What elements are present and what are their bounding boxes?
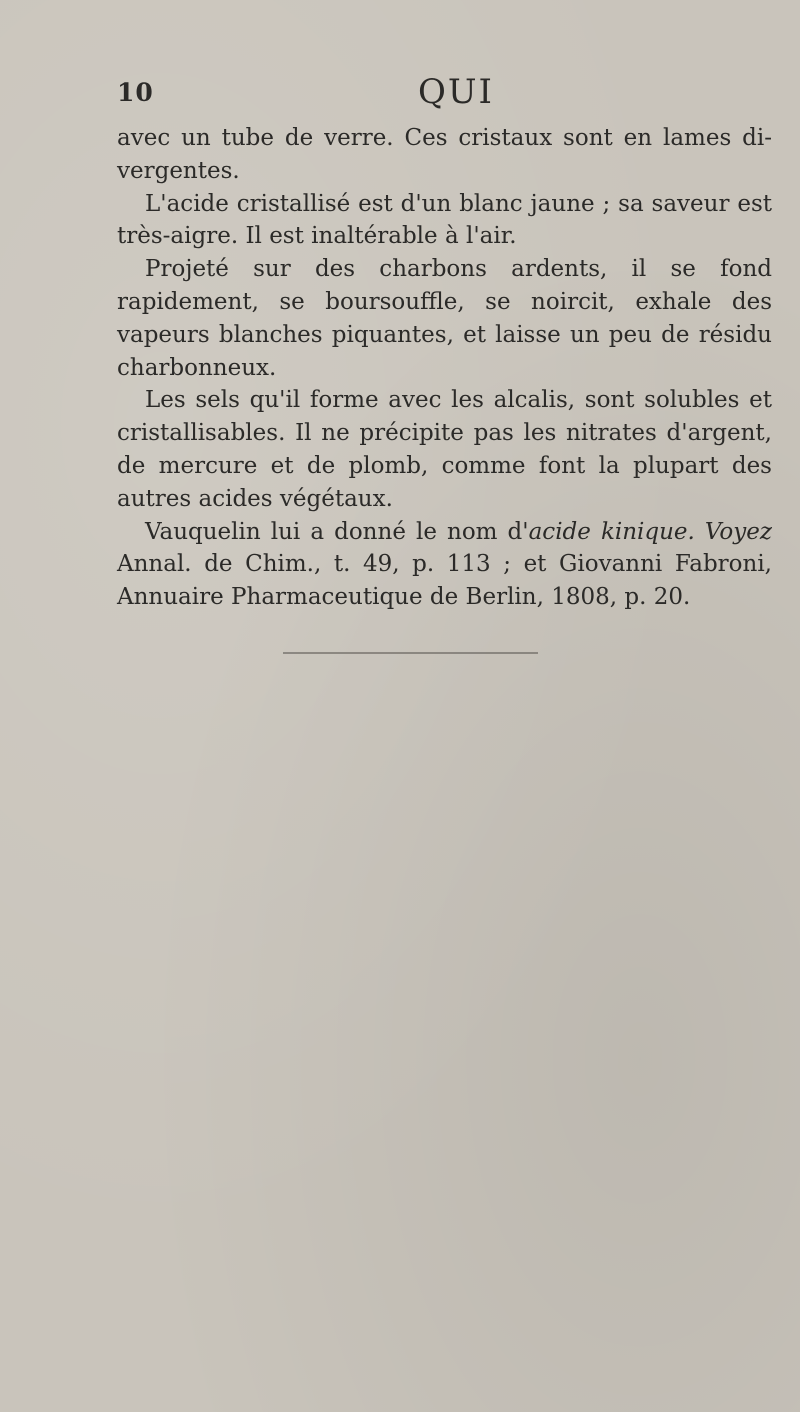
body-text: [117, 122, 772, 614]
paragraph-salts: Les sels qu'il forme avec les alcalis, sont solubles et cristallisables. Il ne précipite pas les nitrates d'argent, de mercure et de plomb, comme font la plupart des autres acides végétaux.: [117, 387, 772, 512]
reference-text-after: Annal. de Chim., t. 49, p. 113 ; et Giovanni Fabroni, Annuaire Pharmaceutique de Berlin, 1808, p. 20.: [117, 551, 772, 611]
running-title: QUI: [418, 72, 494, 112]
paragraph-combustion: Projeté sur des charbons ardents, il se fond rapidement, se boursouffle, se noircit, exhale des vapeurs blanches piquantes, et laisse un peu de résidu charbonneux.: [117, 256, 772, 381]
paragraph-continuation: avec un tube de verre. Ces cristaux sont en lames di-vergentes.: [117, 125, 772, 184]
page-number: 10: [117, 78, 154, 107]
reference-italic-name: acide kinique. Voyez: [528, 518, 772, 545]
paragraph-references: [117, 516, 772, 614]
running-head: [0, 72, 800, 112]
paragraph-crystal-description: L'acide cristallisé est d'un blanc jaune ; sa saveur est très-aigre. Il est inaltérable à l'air.: [117, 190, 772, 250]
reference-text-before: Vauquelin lui a donné le nom d': [145, 518, 529, 545]
section-divider-rule: [283, 652, 538, 654]
